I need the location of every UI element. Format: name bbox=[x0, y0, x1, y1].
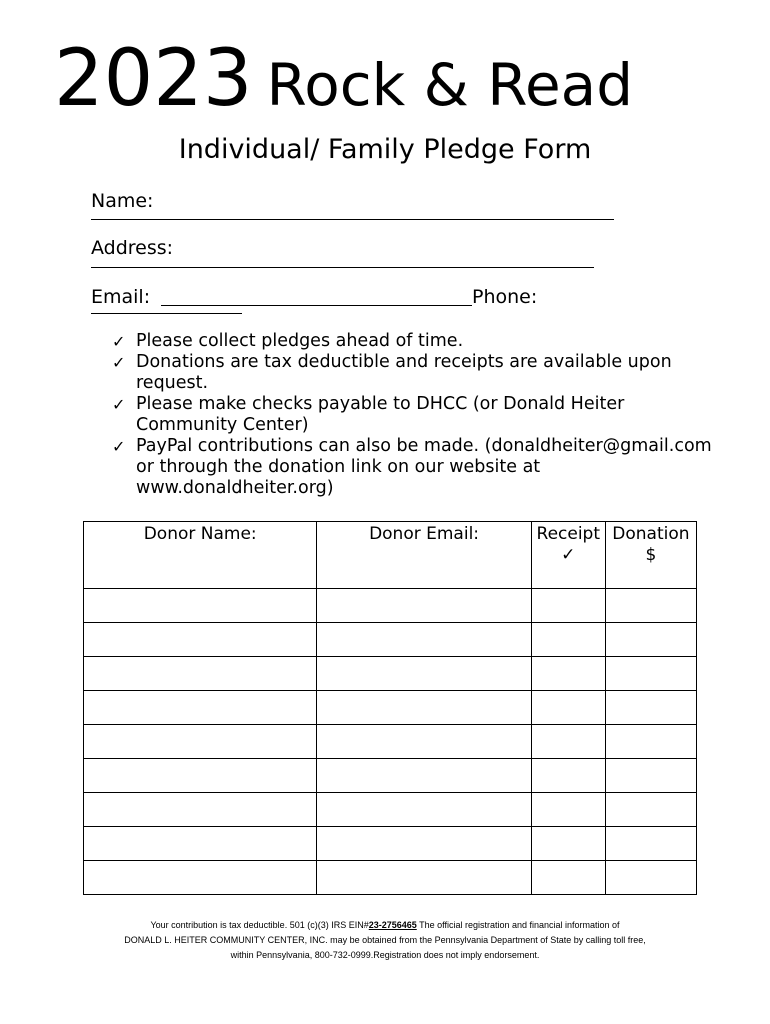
name-label: Name: bbox=[91, 190, 154, 212]
receipt-cell[interactable] bbox=[531, 861, 605, 895]
donor-email-cell[interactable] bbox=[317, 793, 531, 827]
table-row bbox=[84, 759, 697, 793]
footer-line-3: within Pennsylvania, 800-732-0999.Registration does not imply endorsement. bbox=[230, 950, 540, 960]
donation-cell[interactable] bbox=[605, 657, 696, 691]
phone-field[interactable] bbox=[91, 313, 242, 314]
donation-cell[interactable] bbox=[605, 623, 696, 657]
email-label: Email: bbox=[91, 286, 151, 308]
title-event: Rock & Read bbox=[266, 51, 634, 119]
donation-cell[interactable] bbox=[605, 691, 696, 725]
donation-cell[interactable] bbox=[605, 793, 696, 827]
donation-cell[interactable] bbox=[605, 827, 696, 861]
donor-email-cell[interactable] bbox=[317, 657, 531, 691]
table-row bbox=[84, 793, 697, 827]
donation-cell[interactable] bbox=[605, 861, 696, 895]
instructions-list bbox=[112, 331, 712, 499]
receipt-cell[interactable] bbox=[531, 725, 605, 759]
donor-name-cell[interactable] bbox=[84, 589, 317, 623]
receipt-cell[interactable] bbox=[531, 657, 605, 691]
receipt-cell[interactable] bbox=[531, 827, 605, 861]
phone-label: Phone: bbox=[472, 286, 538, 308]
table-row bbox=[84, 861, 697, 895]
table-row bbox=[84, 589, 697, 623]
donor-name-cell[interactable] bbox=[84, 623, 317, 657]
donor-email-cell[interactable] bbox=[317, 589, 531, 623]
email-field[interactable] bbox=[161, 305, 472, 306]
donor-name-cell[interactable] bbox=[84, 691, 317, 725]
receipt-cell[interactable] bbox=[531, 691, 605, 725]
donor-name-cell[interactable] bbox=[84, 861, 317, 895]
donation-cell[interactable] bbox=[605, 589, 696, 623]
donor-name-cell[interactable] bbox=[84, 759, 317, 793]
table-row bbox=[84, 657, 697, 691]
donor-name-cell[interactable] bbox=[84, 827, 317, 861]
donor-table bbox=[83, 521, 697, 895]
donation-cell[interactable] bbox=[605, 759, 696, 793]
donor-email-cell[interactable] bbox=[317, 827, 531, 861]
table-row bbox=[84, 725, 697, 759]
receipt-cell[interactable] bbox=[531, 589, 605, 623]
address-field[interactable] bbox=[91, 267, 594, 268]
donor-name-cell[interactable] bbox=[84, 725, 317, 759]
name-field[interactable] bbox=[91, 219, 614, 220]
donor-email-cell[interactable] bbox=[317, 691, 531, 725]
header-donor-name: Donor Name: bbox=[84, 522, 317, 589]
receipt-cell[interactable] bbox=[531, 793, 605, 827]
table-row bbox=[84, 691, 697, 725]
header-receipt: Receipt ✓ bbox=[531, 522, 605, 589]
checkmark-icon: ✓ bbox=[112, 395, 126, 414]
donation-cell[interactable] bbox=[605, 725, 696, 759]
table-row bbox=[84, 827, 697, 861]
donor-email-cell[interactable] bbox=[317, 623, 531, 657]
list-item: ✓ Please collect pledges ahead of time. bbox=[112, 331, 464, 351]
footer-line-2: DONALD L. HEITER COMMUNITY CENTER, INC. may be obtained from the Pennsylvania Department of State by calling toll free, bbox=[124, 935, 646, 945]
ein-number: 23-2756465 bbox=[368, 920, 417, 930]
footer-disclaimer bbox=[60, 918, 710, 963]
receipt-cell[interactable] bbox=[531, 623, 605, 657]
checkmark-icon: ✓ bbox=[112, 332, 126, 351]
donor-name-cell[interactable] bbox=[84, 793, 317, 827]
form-subtitle bbox=[0, 134, 770, 165]
table-row bbox=[84, 623, 697, 657]
donor-email-cell[interactable] bbox=[317, 861, 531, 895]
header-donor-email: Donor Email: bbox=[317, 522, 531, 589]
dollar-sign: $ bbox=[645, 545, 657, 565]
receipt-cell[interactable] bbox=[531, 759, 605, 793]
footer-line-1: Your contribution is tax deductible. 501 (c)(3) IRS EIN#23-2756465 The official registration and financial information of bbox=[150, 920, 620, 930]
donor-rows bbox=[84, 589, 697, 895]
checkmark-icon: ✓ bbox=[112, 353, 126, 372]
subtitle-text: Individual/ Family Pledge Form bbox=[178, 134, 592, 165]
list-item: ✓ Donations are tax deductible and receipts are available upon request. bbox=[112, 352, 672, 393]
address-label: Address: bbox=[91, 237, 174, 259]
form-title bbox=[54, 34, 634, 124]
title-year: 2023 bbox=[54, 34, 253, 124]
donor-name-cell[interactable] bbox=[84, 657, 317, 691]
header-donation: Donation $ bbox=[605, 522, 696, 589]
donor-email-cell[interactable] bbox=[317, 759, 531, 793]
list-item: ✓ PayPal contributions can also be made. (donaldheiter@gmail.com or through the donation link on our website at www.donaldheiter.org) bbox=[112, 436, 712, 498]
donor-email-cell[interactable] bbox=[317, 725, 531, 759]
checkmark-icon: ✓ bbox=[561, 545, 576, 565]
list-item: ✓ Please make checks payable to DHCC (or Donald Heiter Community Center) bbox=[112, 394, 625, 435]
table-header-row bbox=[84, 522, 697, 589]
checkmark-icon: ✓ bbox=[112, 437, 126, 456]
